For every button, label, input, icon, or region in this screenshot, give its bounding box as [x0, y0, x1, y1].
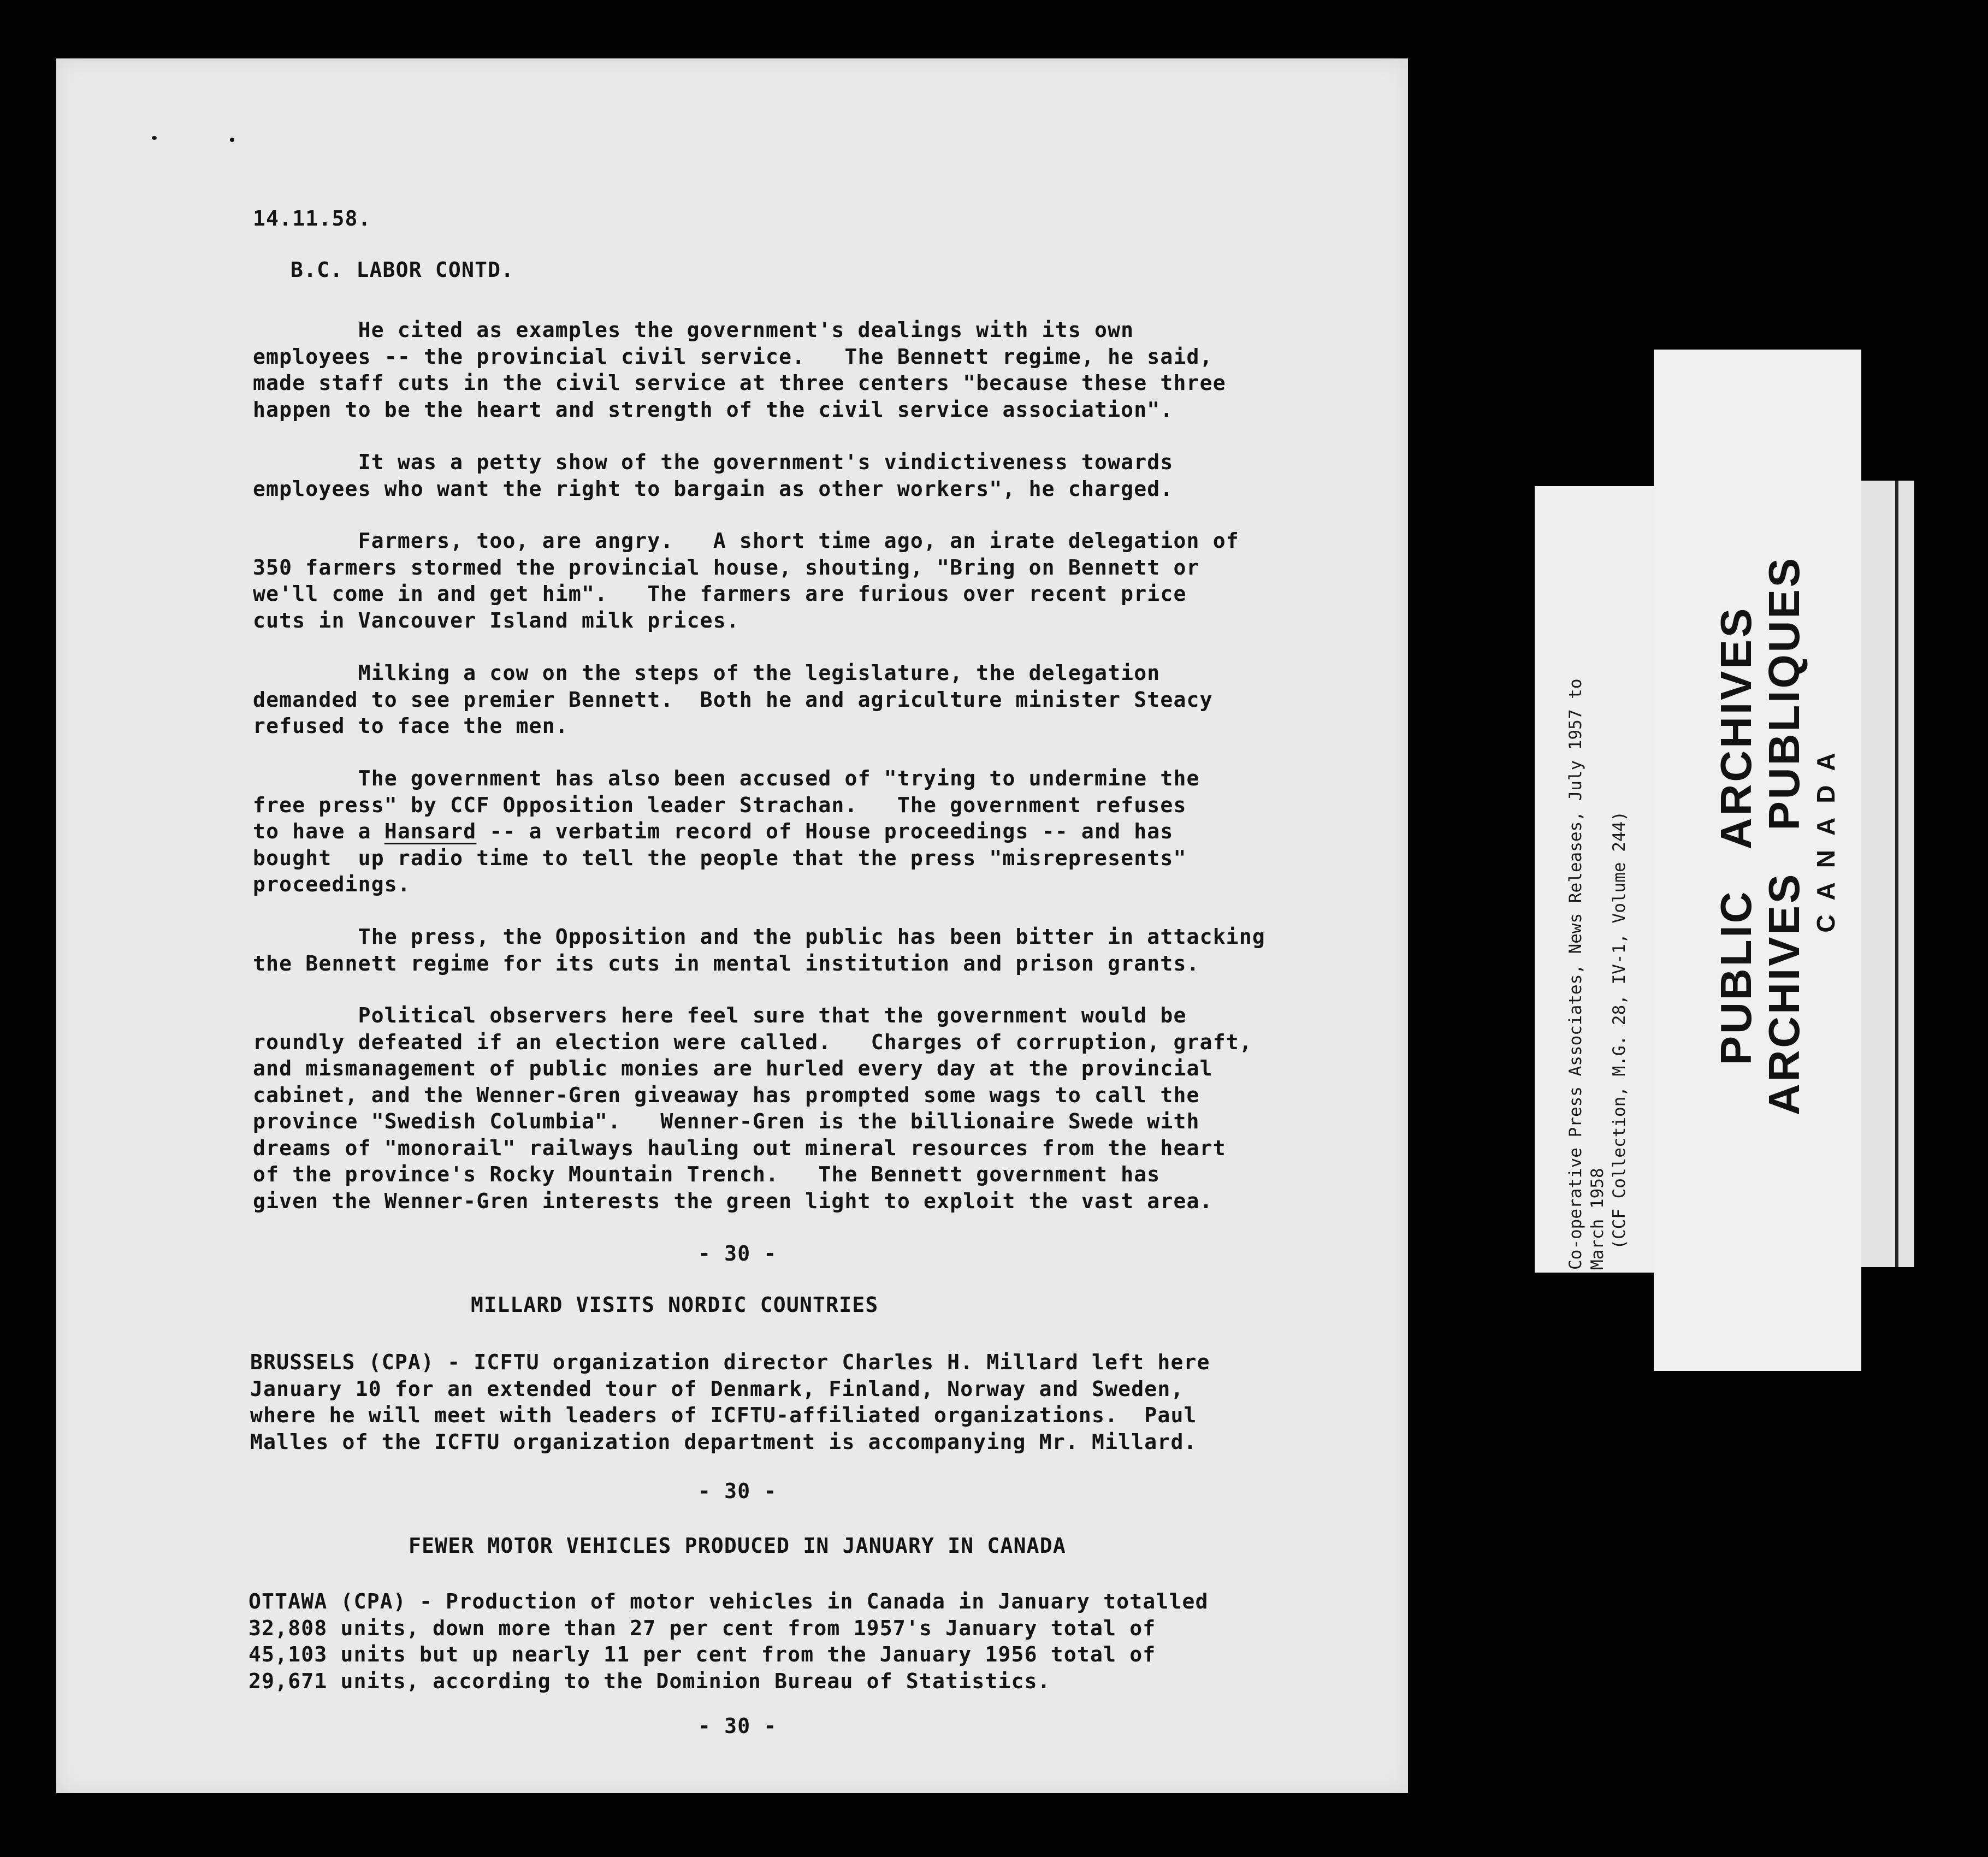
paragraph: Milking a cow on the steps of the legislature, the delegation demanded to see premier Bennett. Both he and agriculture minister Steacy refused to face the men.	[253, 661, 1213, 738]
press-line: proceedings.	[253, 872, 411, 896]
press-line: to have a	[253, 819, 384, 843]
end-marker: - 30 -	[698, 1479, 777, 1503]
paragraph-press	[253, 765, 1200, 898]
catalogue-slip-text: Co-operative Press Associates, News Releases, July 1957 to March 1958 (CCF Collection, M.G. 28, IV-1, Volume 244)	[1566, 678, 1629, 1270]
press-line: bought up radio time to tell the people that the press "misrepresents"	[253, 845, 1187, 870]
paragraph: He cited as examples the government's dealings with its own employees -- the provincial civil service. The Bennett regime, he said, made staff cuts in the civil service at three centers "because these three happen to be the heart and strength of the civil service association".	[253, 318, 1226, 422]
paragraph: The press, the Opposition and the public has been bitter in attacking the Bennett regime for its cuts in mental institution and prison grants.	[253, 925, 1266, 975]
archives-card-text	[1712, 535, 1854, 1136]
card-line-archives-publiques: ARCHIVES PUBLIQUES	[1760, 555, 1808, 1116]
press-line: The government has also been accused of "trying to undermine the	[253, 766, 1200, 790]
paragraph: It was a petty show of the government's vindictiveness towards employees who want the right to bargain as other workers", he charged.	[253, 450, 1174, 501]
story-heading: B.C. LABOR CONTD.	[291, 258, 514, 282]
card-line-canada: CANADA	[1812, 738, 1840, 933]
press-line: -- a verbatim record of House proceedings -- and has	[476, 819, 1174, 843]
document-date: 14.11.58.	[253, 206, 371, 230]
story-body: OTTAWA (CPA) - Production of motor vehicles in Canada in January totalled 32,808 units, down more than 27 per cent from 1957's January total of 45,103 units but up nearly 11 per cent from the January 1956 total of 29,671 units, according to the Dominion Bureau of Statistics.	[248, 1589, 1209, 1693]
card-line-public-archives: PUBLIC ARCHIVES	[1712, 606, 1760, 1066]
story-body: BRUSSELS (CPA) - ICFTU organization director Charles H. Millard left here January 10 for an extended tour of Denmark, Finland, Norway and Sweden, where he will meet with leaders of ICFTU-affiliated organizations. Paul Malles of the ICFTU organization department is accompanying Mr. Millard.	[250, 1350, 1210, 1454]
story-title: FEWER MOTOR VEHICLES PRODUCED IN JANUARY IN CANADA	[409, 1534, 1066, 1558]
story-title: MILLARD VISITS NORDIC COUNTRIES	[471, 1293, 879, 1317]
end-marker: - 30 -	[698, 1241, 777, 1265]
press-line: free press" by CCF Opposition leader Strachan. The government refuses	[253, 793, 1187, 817]
end-marker: - 30 -	[698, 1714, 777, 1738]
hansard-underlined: Hansard	[384, 819, 477, 843]
paragraph: Farmers, too, are angry. A short time ago, an irate delegation of 350 farmers stormed the provincial house, shouting, "Bring on Bennett or we'll come in and get him". The farmers are furious over recent price cuts in Vancouver Island milk prices.	[253, 529, 1239, 632]
ink-speck	[230, 138, 234, 142]
paragraph: Political observers here feel sure that the government would be roundly defeated if an election were called. Charges of corruption, graft, and mismanagement of public monies are hurled every day at the provincial cabinet, and the Wenner-Gren giveaway has prompted some wags to call the province "Swedish Columbia". Wenner-Gren is the billionaire Swede with dreams of "monorail" railways hauling out mineral resources from the heart of the province's Rocky Mountain Trench. The Bennett government has given the Wenner-Gren interests the green light to exploit the vast area.	[253, 1003, 1252, 1213]
ink-speck	[152, 136, 157, 140]
card-edge	[1895, 481, 1898, 1267]
